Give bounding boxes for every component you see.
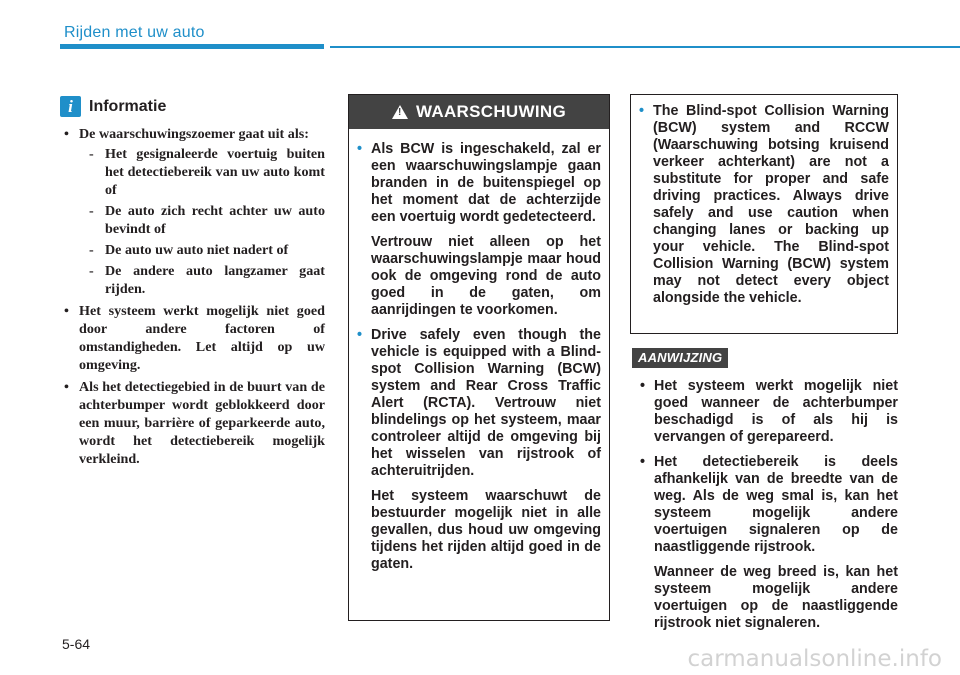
page-number: 5-64 <box>62 636 91 652</box>
list-item: - Het gesignaleerde voertuig buiten het detectiebereik van uw auto komt of <box>79 145 325 199</box>
header-rule-thick <box>60 44 324 49</box>
list-item <box>634 378 898 446</box>
info-icon: i <box>60 96 81 117</box>
warning-triangle-icon: ! <box>392 105 408 119</box>
note-list <box>634 378 898 640</box>
list-item <box>351 327 601 573</box>
info-list <box>60 125 325 468</box>
warning-paragraph: Vertrouw niet alleen op het waarschuwingslampje maar houd ook de omgeving rond de auto goed in de gaten, om aanrijdingen te voorkomen. <box>371 234 601 318</box>
right-warning-box <box>630 94 898 334</box>
warning-title: WAARSCHUWING <box>416 102 566 121</box>
note-label: AANWIJZING <box>632 348 728 368</box>
warning-paragraph: Het systeem waarschuwt de bestuurder mogelijk niet in alle gevallen, dus houd uw omgeving tijdens het rijden altijd goed in de gaten. <box>371 488 601 572</box>
info-sub-list <box>79 145 325 298</box>
warning-list <box>351 141 601 581</box>
warning-box <box>348 94 610 621</box>
list-item: - De auto zich recht achter uw auto bevindt of <box>79 202 325 238</box>
info-title: Informatie <box>89 97 167 115</box>
note-paragraph: • Het systeem werkt mogelijk niet goed wanneer de achterbumper beschadigd is of als hij is vervangen of gerepareerd. <box>654 378 898 445</box>
right-box-list <box>633 103 889 315</box>
info-section <box>60 96 325 472</box>
note-paragraph: • Het detectiebereik is deels afhankelijk van de breedte van de weg. Als de weg smal is, kan het systeem mogelijk andere voertuigen signaleren op de naastliggende rijstrook. <box>654 454 898 555</box>
list-item: - De auto uw auto niet nadert of <box>79 241 325 259</box>
list-item <box>633 103 889 307</box>
list-item <box>634 454 898 632</box>
info-header <box>60 96 325 117</box>
watermark: carmanualsonline.info <box>687 646 942 672</box>
section-title: Rijden met uw auto <box>64 24 205 41</box>
info-bullet-text: De waarschuwingszoemer gaat uit als: <box>79 126 309 142</box>
warning-paragraph: • Als BCW is ingeschakeld, zal er een waarschuwingslampje gaan branden in de buitenspiegel op het moment dat de achterzijde een voertuig wordt gedetecteerd. <box>371 141 601 225</box>
warning-paragraph: • Drive safely even though the vehicle is equipped with a Blind-spot Collision Warning (BCW) system and Rear Cross Traffic Alert (RCTA). Vertrouw niet blindelings op het systeem, maar controleer altijd de omgeving bij het wisselen van rijstrook of achteruitrijden. <box>371 327 601 479</box>
right-box-paragraph: • The Blind-spot Collision Warning (BCW) system and RCCW (Waarschuwing botsing kruisend verkeer achterkant) are not a substitute for proper and safe driving practices. Always drive safely and use caution when changing lanes or backing up your vehicle. The Blind-spot Collision Warning (BCW) system may not detect every object alongside the vehicle. <box>653 103 889 306</box>
header-rule-thin <box>330 46 960 48</box>
list-item <box>60 125 325 298</box>
list-item: • Het systeem werkt mogelijk niet goed door andere factoren of omstandigheden. Let altijd op uw omgeving. <box>60 302 325 374</box>
warning-header <box>349 95 609 129</box>
note-paragraph: Wanneer de weg breed is, kan het systeem mogelijk andere voertuigen op de naastliggende rijstrook niet signaleren. <box>654 564 898 631</box>
list-item <box>351 141 601 319</box>
list-item: - De andere auto langzamer gaat rijden. <box>79 262 325 298</box>
list-item: • Als het detectiegebied in de buurt van de achterbumper wordt geblokkeerd door een muur, barrière of geparkeerde auto, wordt het detectiebereik mogelijk verkleind. <box>60 378 325 468</box>
